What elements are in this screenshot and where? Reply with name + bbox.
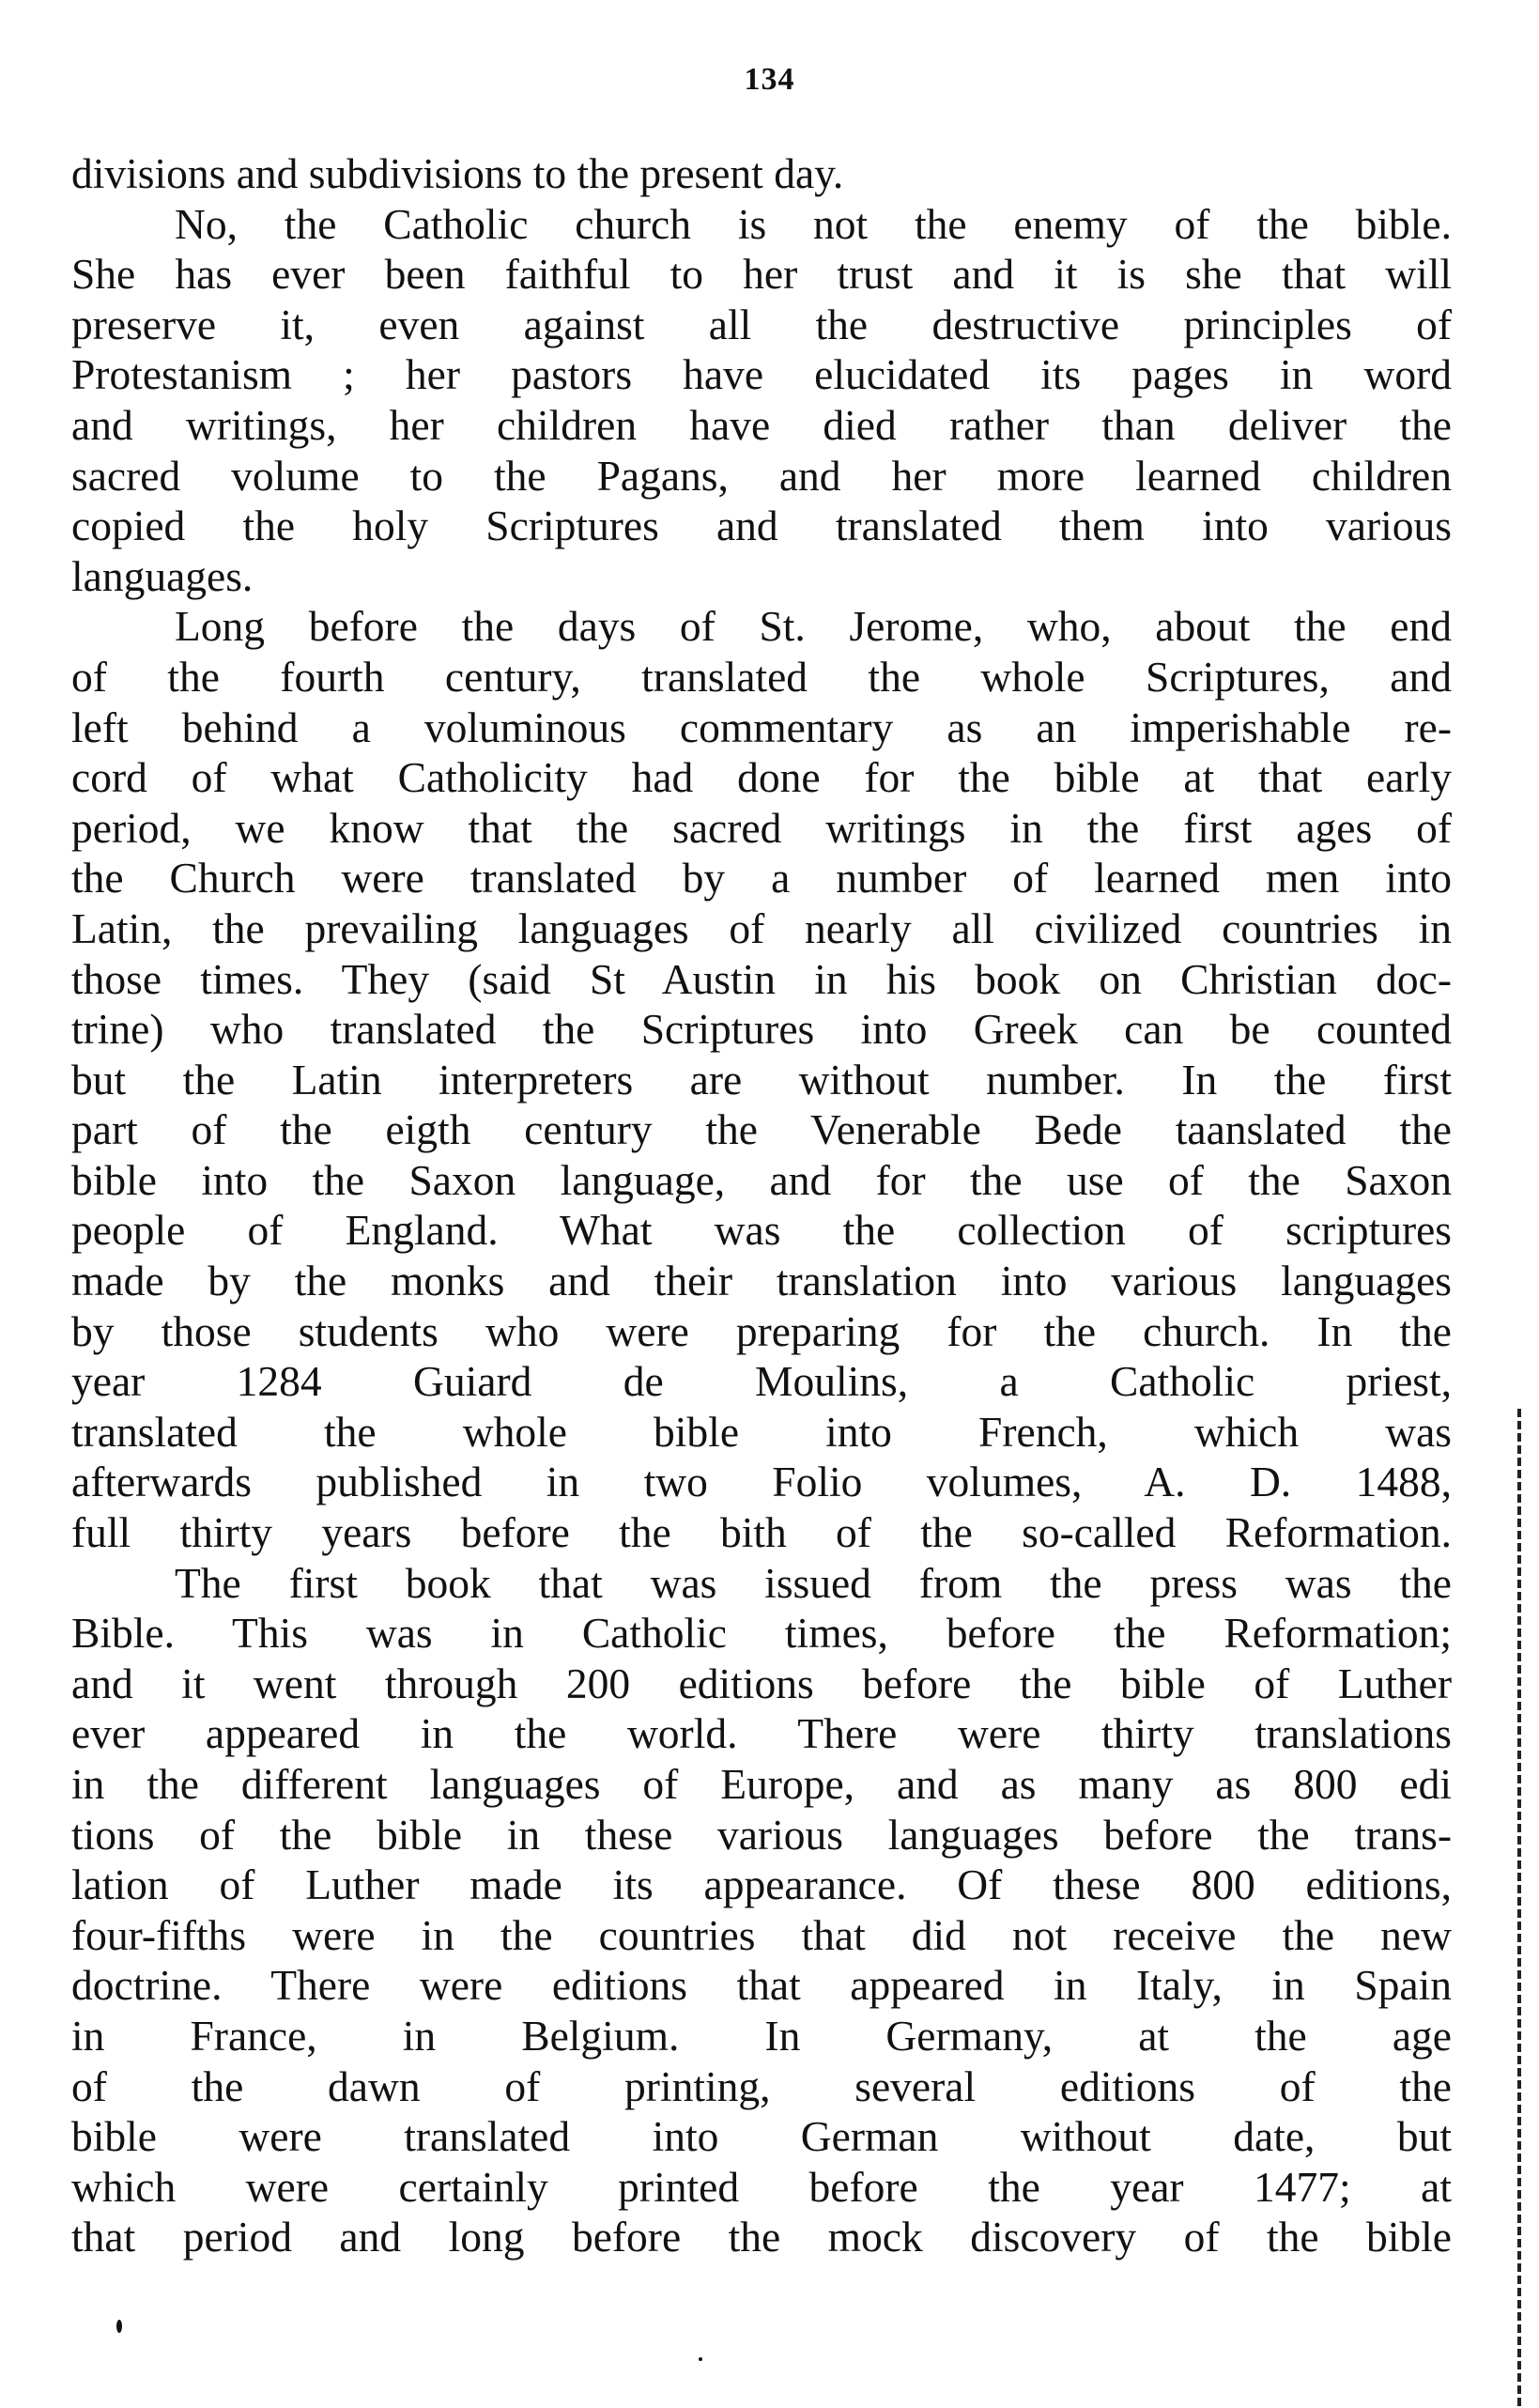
text-line: made by the monks and their translation into various languages [71,1257,1452,1305]
text-line: The first book that was issued from the press was the [175,1558,1452,1607]
text-line: which were certainly printed before the year 1477; at [71,2162,1452,2211]
text-line: languages. [71,551,254,600]
text-line: Bible. This was in Catholic times, before the Reformation; [71,1609,1452,1658]
text-line: and writings, her children have died rather than deliver the [71,400,1452,449]
text-line: preserve it, even against all the destructive principles of [71,300,1452,348]
text-line: copied the holy Scriptures and translated them into various [71,502,1452,550]
text-line: cord of what Catholicity had done for the bible at that early [71,753,1452,802]
text-line: trine) who translated the Scriptures into Greek can be counted [71,1005,1452,1054]
text-line: left behind a voluminous commentary as an imperishable re- [71,702,1452,751]
text-line: in the different languages of Europe, and as many as 800 edi [71,1760,1452,1808]
text-line: that period and long before the mock discovery of the bible [71,2213,1452,2261]
text-line: of the dawn of printing, several editions of the [71,2061,1452,2110]
text-line: ever appeared in the world. There were thirty translations [71,1709,1452,1758]
text-line: She has ever been faithful to her trust and it is she that will [71,250,1452,299]
text-line: people of England. What was the collection of scriptures [71,1206,1452,1255]
text-line: doctrine. There were editions that appeared in Italy, in Spain [71,1961,1452,2010]
text-line: but the Latin interpreters are without number. In the first [71,1055,1452,1104]
text-line: those times. They (said St Austin in his book on Christian doc- [71,954,1452,1003]
text-line: bible into the Saxon language, and for the use of the Saxon [71,1155,1452,1204]
text-line: Long before the days of St. Jerome, who, about the end [175,602,1452,651]
text-line: lation of Luther made its appearance. Of these 800 editions, [71,1860,1452,1909]
page-number: 134 [744,62,795,97]
text-line: period, we know that the sacred writings in the first ages of [71,803,1452,852]
text-line: and it went through 200 editions before the bible of Luther [71,1659,1452,1707]
text-line: part of the eigth century the Venerable Bede taanslated the [71,1105,1452,1154]
body-text [71,148,1452,2262]
text-line: afterwards published in two Folio volumes, A. D. 1488, [71,1458,1452,1506]
text-line: the Church were translated by a number of learned men into [71,854,1452,903]
text-line: bible were translated into German without date, but [71,2112,1452,2161]
text-line: tions of the bible in these various languages before the trans- [71,1810,1452,1859]
text-line: translated the whole bible into French, which was [71,1407,1452,1456]
text-line: No, the Catholic church is not the enemy of the bible. [175,199,1452,248]
scan-edge-mark [1517,1409,1521,2408]
text-line: year 1284 Guiard de Moulins, a Catholic priest, [71,1357,1452,1406]
text-line: of the fourth century, translated the whole Scriptures, and [71,652,1452,701]
text-line: in France, in Belgium. In Germany, at the age [71,2011,1452,2060]
text-line: four-fifths were in the countries that did not receive the new [71,1910,1452,1959]
ink-speck [116,2320,122,2333]
text-line: Latin, the prevailing languages of nearly all civilized countries in [71,903,1452,952]
text-line: divisions and subdivisions to the present day. [71,149,844,197]
text-line: Protestanism ; her pastors have elucidated its pages in word [71,350,1452,399]
ink-speck [699,2357,702,2361]
text-line: sacred volume to the Pagans, and her more learned children [71,451,1452,500]
text-line: by those students who were preparing for the church. In the [71,1306,1452,1355]
text-line: full thirty years before the bith of the so-called Reformation. [71,1508,1452,1557]
